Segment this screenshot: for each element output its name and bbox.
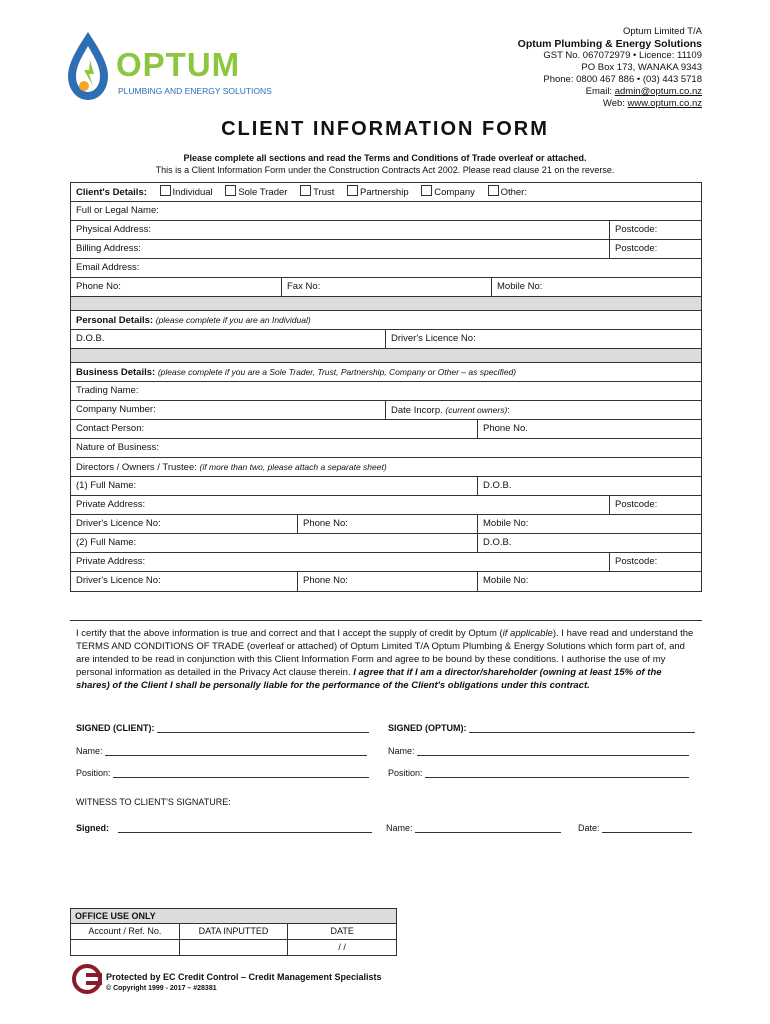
- director2-licence-row[interactable]: [71, 572, 701, 591]
- signed-optum[interactable]: SIGNED (OPTUM):: [388, 722, 695, 733]
- director2-address-row[interactable]: [71, 553, 701, 572]
- optum-name-line[interactable]: [417, 745, 689, 756]
- client-position-line[interactable]: [113, 767, 369, 778]
- web-link[interactable]: www.optum.co.nz: [627, 98, 702, 109]
- option-company: Company: [434, 187, 475, 198]
- contact-person-field[interactable]: Contact Person:: [76, 423, 145, 434]
- contact-phone-field[interactable]: Phone No.: [477, 420, 701, 438]
- client-position[interactable]: Position:: [76, 767, 369, 778]
- director2-private-address-field[interactable]: Private Address:: [76, 556, 146, 567]
- witness-name-line[interactable]: [415, 822, 561, 833]
- logo-word: OPTUM: [116, 46, 241, 83]
- signed-client-line[interactable]: [157, 722, 369, 733]
- director2-postcode-field[interactable]: Postcode:: [609, 553, 701, 571]
- client-form: [70, 182, 702, 592]
- email-link[interactable]: admin@optum.co.nz: [614, 86, 702, 97]
- witness-heading: WITNESS TO CLIENT'S SIGNATURE:: [76, 797, 231, 807]
- billing-postcode-field[interactable]: Postcode:: [609, 240, 701, 258]
- director1-postcode-field[interactable]: Postcode:: [609, 496, 701, 514]
- mobile-no-field[interactable]: Mobile No:: [491, 278, 701, 296]
- logo-tagline: PLUMBING AND ENERGY SOLUTIONS: [118, 86, 272, 96]
- office-use-box: [70, 908, 397, 956]
- witness-name[interactable]: Name:: [386, 822, 561, 833]
- company-number-field[interactable]: Company Number:: [76, 404, 156, 415]
- director2-name-row[interactable]: [71, 534, 701, 553]
- phone-no-field[interactable]: Phone No:: [76, 281, 121, 292]
- office-data-cell[interactable]: [179, 940, 288, 955]
- nature-row[interactable]: [71, 439, 701, 458]
- clients-details-label: Client's Details:: [76, 187, 147, 198]
- ec-credit-logo: [72, 964, 102, 994]
- witness-signed[interactable]: Signed:: [76, 822, 372, 833]
- client-name[interactable]: Name:: [76, 745, 367, 756]
- gst-licence: GST No. 067072979 • Licence: 11109: [543, 50, 702, 61]
- physical-address-row[interactable]: [71, 221, 701, 240]
- director1-licence-row[interactable]: [71, 515, 701, 534]
- full-name-row[interactable]: [71, 202, 701, 221]
- director1-mobile-field[interactable]: Mobile No:: [477, 515, 701, 533]
- director1-address-row[interactable]: [71, 496, 701, 515]
- director2-phone-field[interactable]: Phone No:: [297, 572, 477, 591]
- email-row[interactable]: [71, 259, 701, 278]
- email-address-field[interactable]: Email Address:: [76, 262, 140, 273]
- dob-row[interactable]: [71, 330, 701, 349]
- director1-full-name-field[interactable]: (1) Full Name:: [76, 480, 137, 491]
- web-label: Web:: [602, 98, 628, 109]
- directors-row: [71, 458, 701, 477]
- optum-name[interactable]: Name:: [388, 745, 689, 756]
- option-sole-trader: Sole Trader: [238, 187, 288, 198]
- option-other: Other:: [500, 187, 527, 198]
- full-name-field[interactable]: Full or Legal Name:: [76, 205, 159, 216]
- directors-note: (if more than two, please attach a separate sheet): [199, 462, 387, 472]
- director1-dob-field[interactable]: D.O.B.: [477, 477, 701, 495]
- date-incorp-note: (current owners): [445, 405, 508, 415]
- po-box: PO Box 173, WANAKA 9343: [581, 62, 702, 73]
- company-number-row[interactable]: [71, 401, 701, 420]
- company-prefix: Optum Limited T/A: [622, 26, 702, 37]
- option-trust: Trust: [313, 187, 335, 198]
- gray-divider: [71, 349, 701, 363]
- email-label: Email:: [585, 86, 615, 97]
- checkbox-other[interactable]: [488, 185, 499, 196]
- billing-address-field[interactable]: Billing Address:: [76, 243, 141, 254]
- witness-date-line[interactable]: [602, 822, 692, 833]
- company-info: [518, 26, 702, 110]
- dob-field[interactable]: D.O.B.: [76, 333, 105, 344]
- drivers-licence-field[interactable]: Driver's Licence No:: [385, 330, 701, 348]
- subtitle-1: Please complete all sections and read the Terms and Conditions of Trade overleaf or attached.: [183, 153, 587, 163]
- certification-text: I certify that the above information is true and correct and that I accept the supply of credit by Optum (if applicable). I have read and understand the TERMS AND CONDITIONS OF TRADE (overleaf or attached) of Optum Limited T/A Optum Plumbing & Energy Solutions which form part of, and are intended to be read in conjunction with this Client Information Form and agree to be bound by these conditions. I authorise the use of my personal information as detailed in the Privacy Act clause therein. I agree that if I am a director/shareholder (owning at least 15% of the shares) of the Client I shall be personally liable for the performance of the Client's obligations under this contract.: [76, 628, 694, 691]
- witness-signed-line[interactable]: [118, 822, 372, 833]
- business-details-row: [71, 363, 701, 382]
- postcode-field[interactable]: Postcode:: [609, 221, 701, 239]
- personal-details-label: Personal Details:: [76, 315, 154, 326]
- page-title: CLIENT INFORMATION FORM: [221, 118, 549, 140]
- witness-date[interactable]: Date:: [578, 822, 692, 833]
- trading-name-row[interactable]: [71, 382, 701, 401]
- checkbox-sole-trader[interactable]: [225, 185, 236, 196]
- phone: Phone: 0800 467 886 • (03) 443 5718: [543, 74, 702, 85]
- checkbox-partnership[interactable]: [347, 185, 358, 196]
- signed-client[interactable]: SIGNED (CLIENT):: [76, 722, 369, 733]
- personal-details-row: [71, 311, 701, 330]
- director1-phone-field[interactable]: Phone No:: [297, 515, 477, 533]
- clients-details-row: [71, 183, 701, 202]
- directors-label: Directors / Owners / Trustee:: [76, 462, 197, 473]
- office-col-data: DATA INPUTTED: [179, 924, 288, 939]
- checkbox-company[interactable]: [421, 185, 432, 196]
- business-details-label: Business Details:: [76, 367, 156, 378]
- fax-no-field[interactable]: Fax No:: [281, 278, 491, 296]
- office-use-title: OFFICE USE ONLY: [71, 909, 396, 924]
- phone-row[interactable]: [71, 278, 701, 297]
- director2-licence-field[interactable]: Driver's Licence No:: [76, 575, 161, 586]
- director2-dob-field[interactable]: D.O.B.: [477, 534, 701, 552]
- personal-details-note: (please complete if you are an Individual): [155, 315, 311, 325]
- physical-address-field[interactable]: Physical Address:: [76, 224, 151, 235]
- office-col-account: Account / Ref. No.: [88, 926, 162, 936]
- company-name: Optum Plumbing & Energy Solutions: [517, 38, 702, 50]
- nature-of-business-field[interactable]: Nature of Business:: [76, 442, 159, 453]
- signed-optum-line[interactable]: [469, 722, 695, 733]
- date-incorp-label: Date Incorp.: [391, 405, 443, 416]
- footer-copyright: © Copyright 1999 - 2017 – #28381: [106, 985, 217, 992]
- billing-address-row[interactable]: [71, 240, 701, 259]
- subtitle-2: This is a Client Information Form under the Construction Contracts Act 2002. Please read clause 21 on the reverse.: [155, 165, 615, 175]
- option-partnership: Partnership: [360, 187, 409, 198]
- director2-mobile-field[interactable]: Mobile No:: [477, 572, 701, 591]
- optum-position[interactable]: Position:: [388, 767, 689, 778]
- trading-name-field[interactable]: Trading Name:: [76, 385, 139, 396]
- director1-licence-field[interactable]: Driver's Licence No:: [76, 518, 161, 529]
- contact-person-row[interactable]: [71, 420, 701, 439]
- divider-line: [70, 620, 702, 621]
- client-name-line[interactable]: [105, 745, 367, 756]
- checkbox-trust[interactable]: [300, 185, 311, 196]
- date-incorp-colon: :: [507, 405, 510, 416]
- option-individual: Individual: [172, 187, 213, 198]
- optum-position-line[interactable]: [425, 767, 689, 778]
- footer-text: [106, 971, 382, 995]
- gray-divider: [71, 297, 701, 311]
- business-details-note: (please complete if you are a Sole Trader, Trust, Partnership, Company or Other – as specified): [157, 367, 517, 377]
- date-incorp-field[interactable]: [385, 401, 701, 419]
- footer-protected: Protected by EC Credit Control – Credit Management Specialists: [106, 972, 382, 982]
- director2-full-name-field[interactable]: (2) Full Name:: [76, 537, 137, 548]
- office-date-cell[interactable]: / /: [287, 940, 396, 955]
- office-account-cell[interactable]: [71, 940, 179, 955]
- office-col-date: DATE: [287, 924, 396, 939]
- checkbox-individual[interactable]: [160, 185, 171, 196]
- director1-name-row[interactable]: [71, 477, 701, 496]
- director1-private-address-field[interactable]: Private Address:: [76, 499, 146, 510]
